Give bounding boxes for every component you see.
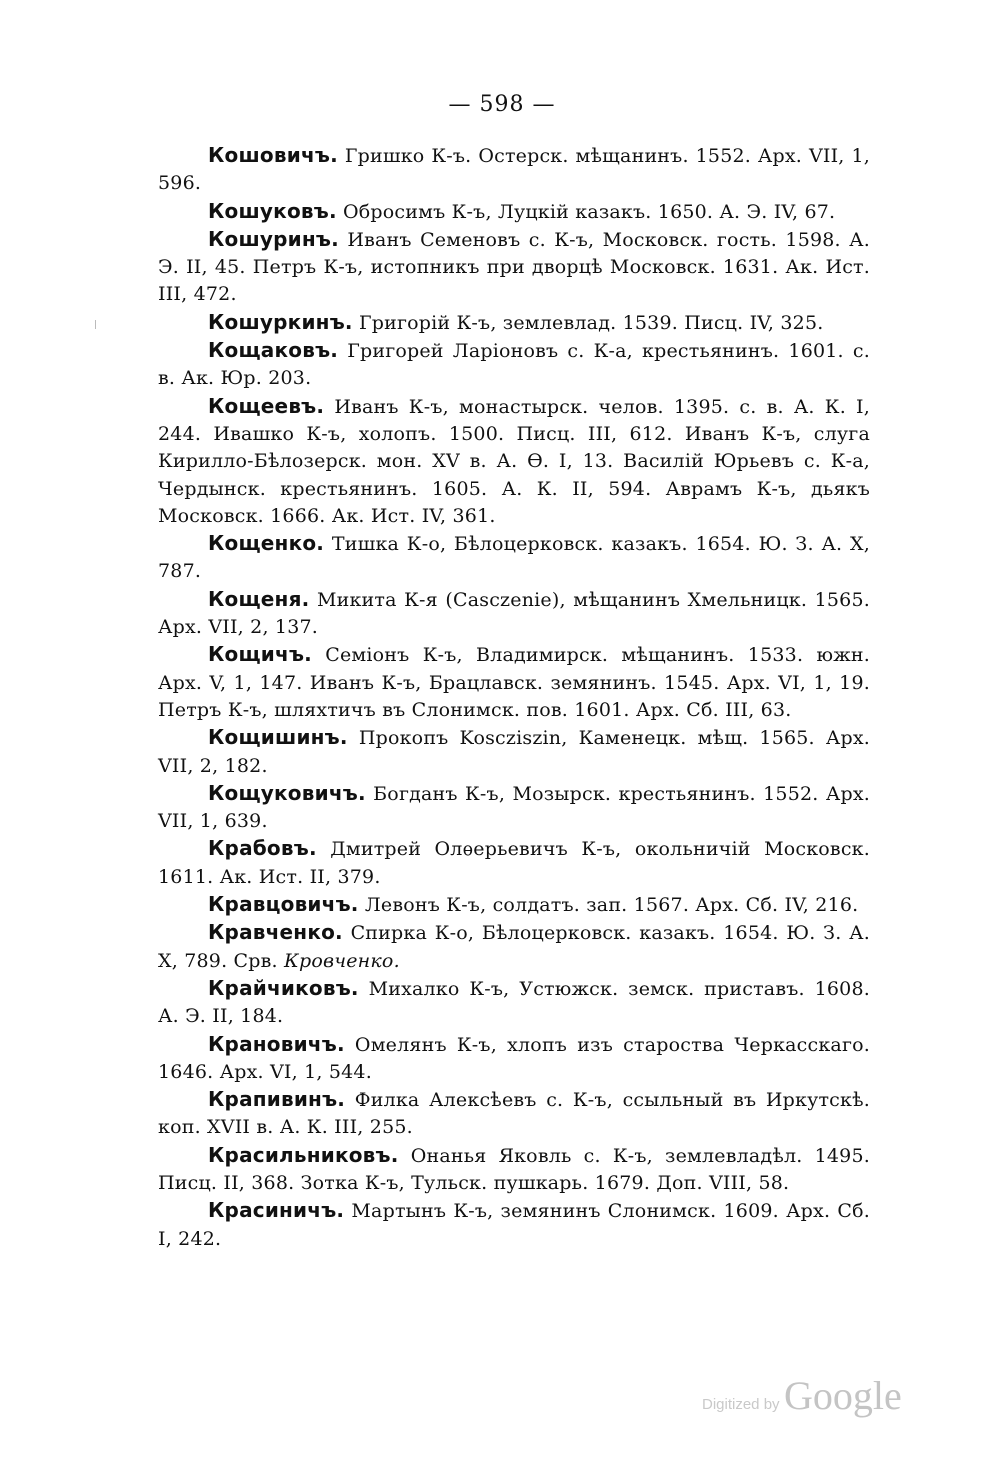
entry-headword: Кощенко. [208, 531, 325, 556]
entry-headword: Кравцовичъ. [208, 892, 359, 917]
google-logo: Google [784, 1373, 902, 1418]
margin-mark [95, 320, 96, 329]
entry-koshcheev [158, 393, 870, 530]
entry-headword: Крапивинъ. [208, 1087, 346, 1112]
entry-headword: Кошуркинъ. [208, 309, 353, 334]
entry-krabov [158, 835, 870, 891]
entry-koshukov [158, 198, 870, 226]
entry-koshchenko [158, 530, 870, 586]
entry-text: Григорей Ларіоновъ с. К-а, крестьянинъ. 1601. с. в. Ак. Юр. 203. [158, 340, 870, 390]
entry-headword: Кошовичъ. [208, 143, 338, 167]
entry-kravtsovich [158, 891, 870, 919]
entry-text: Григорій К-ъ, землевлад. 1539. Писц. IV, 325. [358, 311, 824, 334]
dictionary-entries [158, 142, 870, 1253]
entry-headword: Кощеня. [208, 586, 310, 611]
entry-text: Микита К-я (Casczenie), мѣщанинъ Хмельницк. 1565. Арх. VII, 2, 137. [158, 588, 870, 639]
entry-kranovich [158, 1031, 870, 1087]
entry-headword: Кощуковичъ. [208, 780, 366, 805]
cross-reference: Кровченко. [284, 949, 400, 972]
entry-text: Семіонъ К-ъ, Владимирск. мѣщанинъ. 1533. южн. Арх. V, 1, 147. Иванъ К-ъ, Брацлавск. земянинъ. 1545. Арх. VI, 1, 19. Петръ К-ъ, шляхтичъ въ Слонимск. пов. 1601. Арх. Сб. III, 63. [158, 644, 870, 721]
entry-headword: Кошуринъ. [208, 226, 339, 251]
digitized-watermark [702, 1372, 902, 1419]
entry-text: Филка Алексѣевъ с. К-ъ, ссыльный въ Иркутскѣ. коп. XVII в. А. К. III, 255. [158, 1089, 870, 1139]
watermark-prefix: Digitized by [702, 1396, 780, 1413]
entry-kravchenko [158, 919, 870, 975]
entry-headword: Кошуковъ. [208, 198, 337, 223]
entry-text: Мартынъ К-ъ, земянинъ Слонимск. 1609. Арх. Сб. I, 242. [158, 1200, 870, 1250]
entry-text: Дмитрей Олѳерьевичъ К-ъ, окольничій Московск. 1611. Ак. Ист. II, 379. [158, 838, 870, 888]
entry-text: Спирка К-о, Бѣлоцерковск. казакъ. 1654. Ю. З. А. X, 789. Срв. [158, 922, 870, 972]
entry-koshchukovich [158, 780, 870, 836]
entry-headword: Крайчиковъ. [208, 975, 359, 1000]
entry-krapivin [158, 1086, 870, 1142]
entry-koshurkin [158, 309, 870, 337]
entry-text: Иванъ Семеновъ с. К-ъ, Московск. гость. 1598. А. Э. II, 45. Петръ К-ъ, истопникъ при дворцѣ Московск. 1631. Ак. Ист. III, 472. [158, 228, 871, 306]
entry-text: Омелянъ К-ъ, хлопъ изъ староства Черкасскаго. 1646. Арх. VI, 1, 544. [158, 1033, 870, 1083]
entry-koshchich [158, 641, 870, 724]
entry-headword: Крановичъ. [208, 1031, 345, 1056]
entry-koshchenya [158, 586, 870, 642]
entry-headword: Красильниковъ. [208, 1142, 399, 1167]
entry-headword: Кощеевъ. [208, 393, 325, 418]
entry-headword: Кощишинъ. [208, 725, 348, 750]
entry-krasinich [158, 1197, 870, 1253]
entry-text: Михалко К-ъ, Устюжск. земск. приставъ. 1608. А. Э. II, 184. [158, 977, 870, 1028]
entry-koshovich [158, 142, 870, 198]
entry-headword: Крабовъ. [208, 836, 317, 861]
entry-kraychikov [158, 975, 870, 1031]
entry-text: Тишка К-о, Бѣлоцерковск. казакъ. 1654. Ю. З. А. X, 787. [158, 533, 870, 583]
entry-text: Иванъ К-ъ, монастырск. челов. 1395. с. в. А. К. I, 244. Ивашко К-ъ, холопъ. 1500. Писц. III, 612. Иванъ К-ъ, слуга Кирилло-Бѣлозерск. мон. XV в. А. Ѳ. I, 13. Василій Юрьевъ с. К-а, Чердынск. крестьянинъ. 1605. А. К. II, 594. Аврамъ К-ъ, дьякъ Московск. 1666. Ак. Ист. IV, 361. [158, 395, 870, 527]
entry-koshchakov [158, 337, 870, 393]
entry-text: Гришко К-ъ. Остерск. мѣщанинъ. 1552. Арх. VII, 1, 596. [158, 145, 870, 195]
entry-headword: Кравченко. [208, 920, 343, 945]
entry-koshurin [158, 226, 870, 309]
entry-text: Богданъ К-ъ, Мозырск. крестьянинъ. 1552. Арх. VII, 1, 639. [158, 782, 870, 833]
entry-headword: Кощичъ. [208, 642, 312, 667]
page-number: — 598 — [448, 92, 556, 117]
entry-text: Обросимъ К-ъ, Луцкій казакъ. 1650. А. Э. IV, 67. [343, 200, 836, 223]
entry-text: Прокопъ Koscziszin, Каменецк. мѣщ. 1565. Арх. VII, 2, 182. [158, 727, 870, 777]
entry-koshchishin [158, 724, 870, 780]
entry-headword: Кощаковъ. [208, 338, 339, 363]
entry-krasilnikov [158, 1142, 870, 1198]
entry-text: Онанья Яковль с. К-ъ, землевладѣл. 1495. Писц. II, 368. Зотка К-ъ, Тульск. пушкарь. 1679. Доп. VIII, 58. [158, 1144, 870, 1194]
entry-text: Левонъ К-ъ, солдатъ. зап. 1567. Арх. Сб. IV, 216. [364, 894, 859, 917]
entry-headword: Красиничъ. [208, 1198, 345, 1223]
